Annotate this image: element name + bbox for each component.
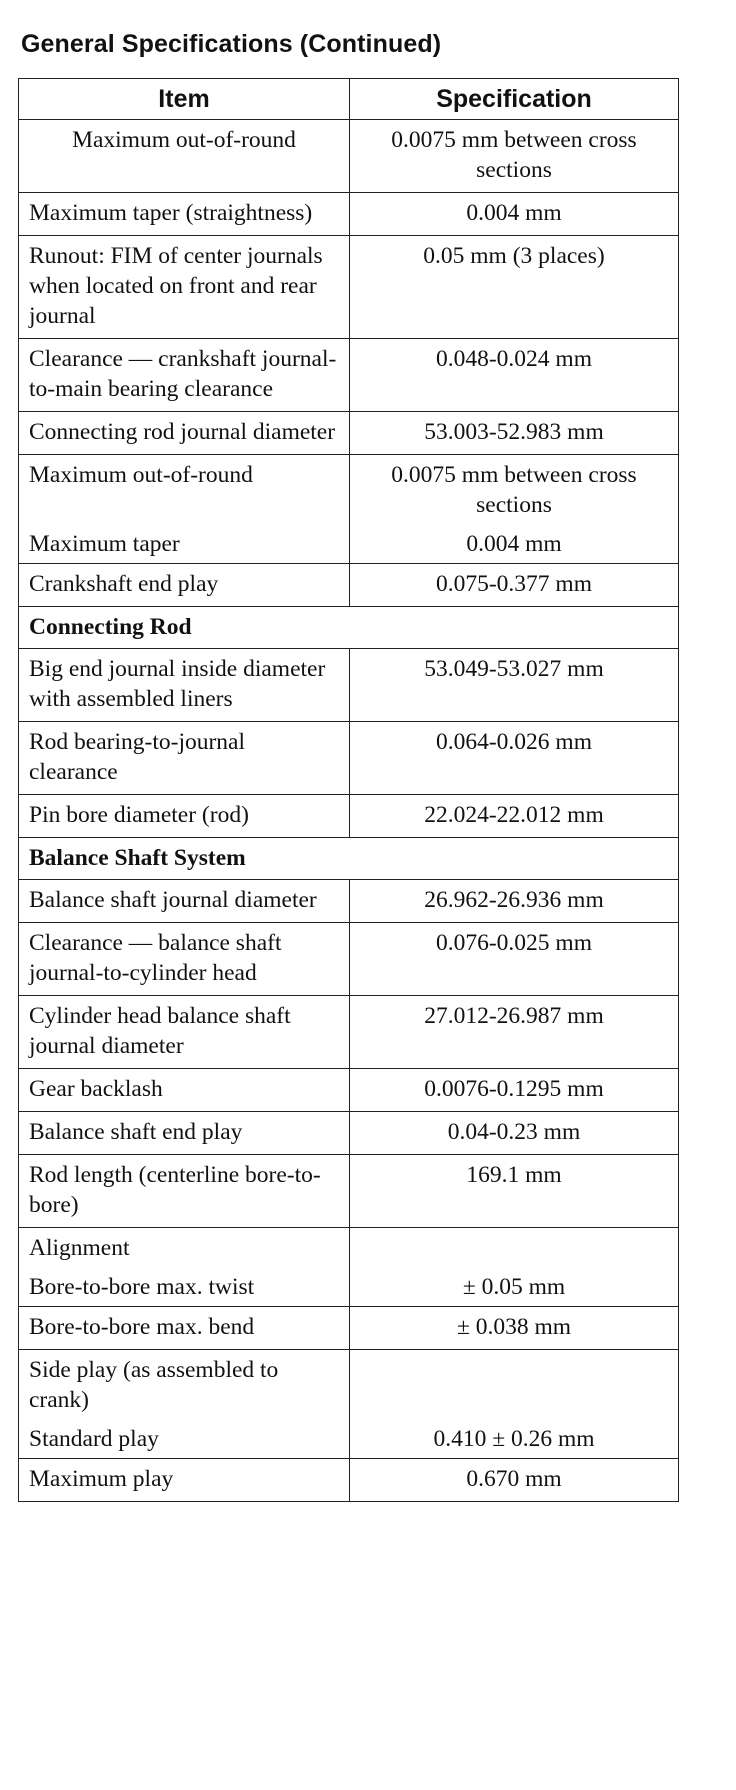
- table-row: [19, 923, 679, 996]
- spec-cell: 53.049-53.027 mm: [350, 649, 679, 722]
- item-cell: Clearance — balance shaft journal-to-cylinder head: [19, 923, 350, 996]
- spec-cell: 53.003-52.983 mm: [350, 412, 679, 455]
- spec-cell: 169.1 mm: [350, 1155, 679, 1228]
- spec-cell: 22.024-22.012 mm: [350, 795, 679, 838]
- item-cell: Gear backlash: [19, 1069, 350, 1112]
- item-cell: Rod length (centerline bore-to-bore): [19, 1155, 350, 1228]
- spec-cell: ± 0.038 mm: [350, 1307, 679, 1350]
- spec-cell: 0.004 mm: [350, 193, 679, 236]
- item-cell: Balance shaft journal diameter: [19, 880, 350, 923]
- section-header-connecting-rod: Connecting Rod: [19, 607, 679, 649]
- table-row: [19, 880, 679, 923]
- table-row: [19, 527, 679, 564]
- spec-cell: 0.075-0.377 mm: [350, 564, 679, 607]
- item-cell: Runout: FIM of center journals when located on front and rear journal: [19, 236, 350, 339]
- table-row: [19, 1069, 679, 1112]
- item-cell: Big end journal inside diameter with assembled liners: [19, 649, 350, 722]
- table-row: [19, 1307, 679, 1350]
- table-row: [19, 1422, 679, 1459]
- spec-cell: 0.0075 mm between cross sections: [350, 455, 679, 528]
- item-cell: Connecting rod journal diameter: [19, 412, 350, 455]
- table-row: [19, 412, 679, 455]
- specifications-table: [18, 78, 679, 1502]
- item-cell: Bore-to-bore max. twist: [19, 1270, 350, 1307]
- spec-cell: 0.410 ± 0.26 mm: [350, 1422, 679, 1459]
- table-row: [19, 996, 679, 1069]
- spec-cell: 0.0076-0.1295 mm: [350, 1069, 679, 1112]
- spec-cell: 0.064-0.026 mm: [350, 722, 679, 795]
- item-cell: Maximum taper: [19, 527, 350, 564]
- table-row: [19, 236, 679, 339]
- table-row: [19, 649, 679, 722]
- spec-cell: 0.670 mm: [350, 1459, 679, 1502]
- table-row: [19, 1270, 679, 1307]
- spec-cell: 0.0075 mm between cross sections: [350, 120, 679, 193]
- spec-cell: 0.05 mm (3 places): [350, 236, 679, 339]
- item-cell: Maximum taper (straightness): [19, 193, 350, 236]
- table-row: [19, 455, 679, 528]
- table-row: [19, 564, 679, 607]
- spec-cell: [350, 1228, 679, 1271]
- item-cell: Alignment: [19, 1228, 350, 1271]
- spec-cell: 27.012-26.987 mm: [350, 996, 679, 1069]
- table-row: [19, 120, 679, 193]
- section-header-balance-shaft-system: Balance Shaft System: [19, 838, 679, 880]
- item-cell: Pin bore diameter (rod): [19, 795, 350, 838]
- item-cell: Balance shaft end play: [19, 1112, 350, 1155]
- item-cell: Standard play: [19, 1422, 350, 1459]
- item-cell: Rod bearing-to-journal clearance: [19, 722, 350, 795]
- table-row: [19, 1350, 679, 1423]
- table-row: [19, 1228, 679, 1271]
- section-header-row: [19, 838, 679, 880]
- table-row: [19, 193, 679, 236]
- spec-cell: 26.962-26.936 mm: [350, 880, 679, 923]
- table-header-row: [19, 79, 679, 120]
- table-row: [19, 1112, 679, 1155]
- table-row: [19, 722, 679, 795]
- spec-cell: 0.076-0.025 mm: [350, 923, 679, 996]
- item-cell: Clearance — crankshaft journal-to-main bearing clearance: [19, 339, 350, 412]
- spec-cell: 0.004 mm: [350, 527, 679, 564]
- item-cell: Maximum out-of-round: [19, 455, 350, 528]
- item-cell: Side play (as assembled to crank): [19, 1350, 350, 1423]
- item-cell: Maximum out-of-round: [19, 120, 350, 193]
- spec-cell: 0.04-0.23 mm: [350, 1112, 679, 1155]
- item-cell: Cylinder head balance shaft journal diameter: [19, 996, 350, 1069]
- spec-cell: 0.048-0.024 mm: [350, 339, 679, 412]
- spec-cell: [350, 1350, 679, 1423]
- spec-cell: ± 0.05 mm: [350, 1270, 679, 1307]
- section-header-row: [19, 607, 679, 649]
- table-row: [19, 1155, 679, 1228]
- item-cell: Bore-to-bore max. bend: [19, 1307, 350, 1350]
- item-cell: Maximum play: [19, 1459, 350, 1502]
- column-header-item: Item: [19, 79, 350, 120]
- column-header-specification: Specification: [350, 79, 679, 120]
- table-row: [19, 1459, 679, 1502]
- item-cell: Crankshaft end play: [19, 564, 350, 607]
- table-row: [19, 339, 679, 412]
- page-title: General Specifications (Continued): [21, 30, 442, 58]
- table-row: [19, 795, 679, 838]
